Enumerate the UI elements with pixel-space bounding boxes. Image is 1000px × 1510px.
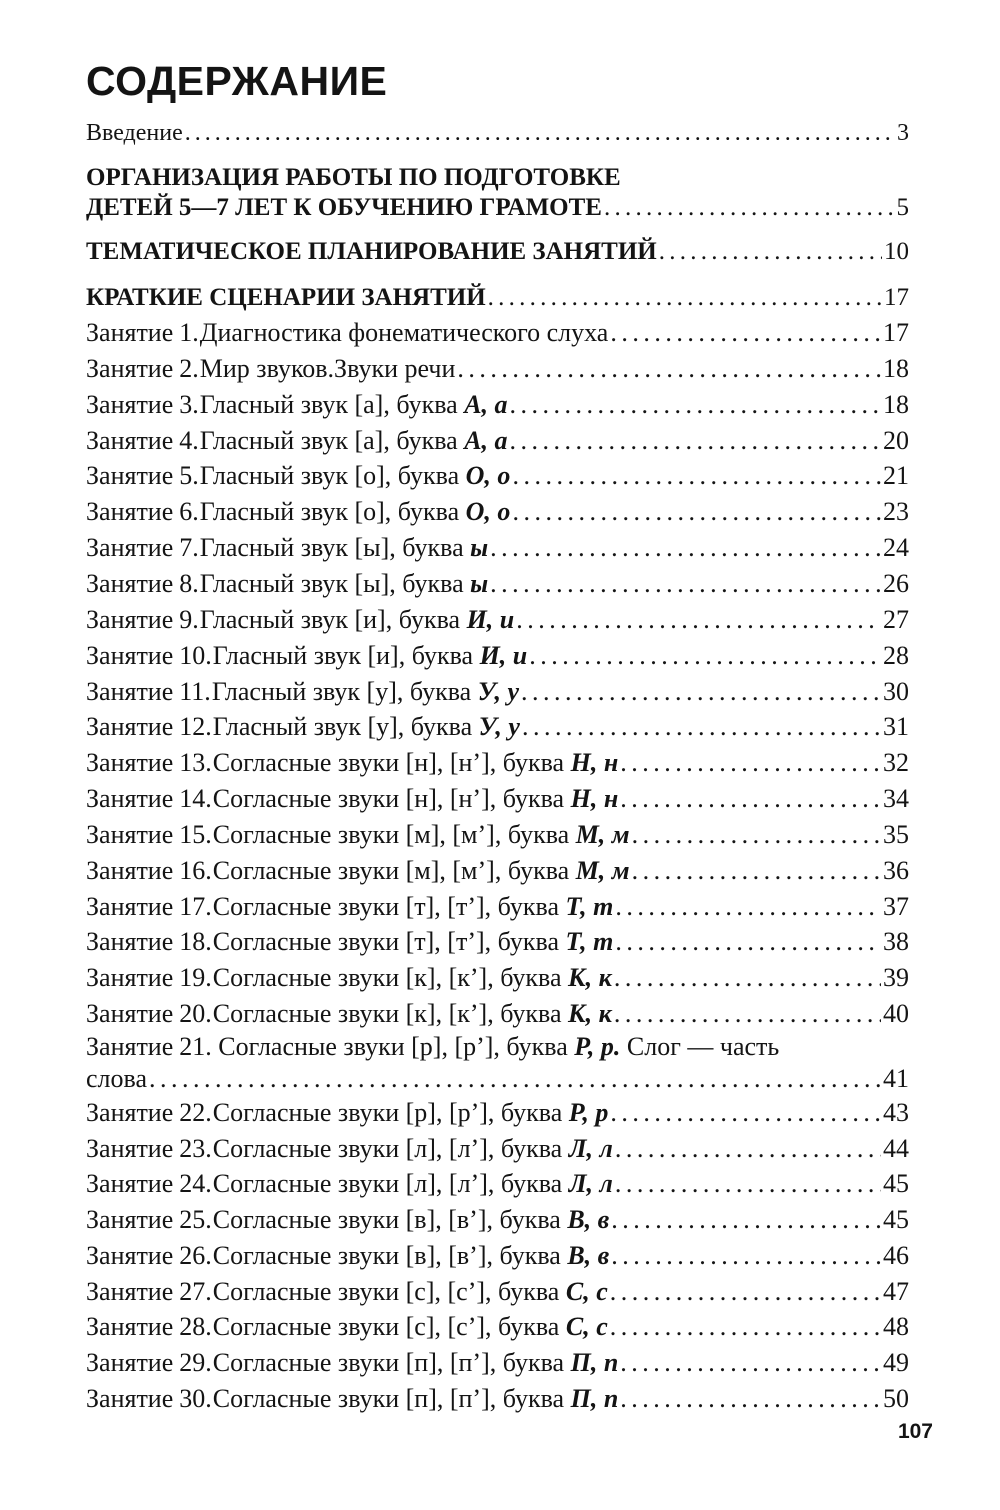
lesson-label: Занятие bbox=[86, 1169, 174, 1199]
leader-dots bbox=[659, 238, 882, 266]
entry-page: 5 bbox=[896, 194, 909, 221]
lesson-title: Гласный звук [и], буква bbox=[199, 604, 461, 634]
lesson-label: Занятие bbox=[86, 425, 174, 455]
leader-dots bbox=[632, 820, 881, 850]
lesson-number: 10. bbox=[179, 640, 212, 670]
toc-lesson-item[interactable] bbox=[86, 892, 909, 922]
lesson-letters: ы bbox=[470, 568, 489, 598]
entry-page: 37 bbox=[883, 891, 909, 921]
leader-dots bbox=[620, 1348, 881, 1378]
lesson-title: Согласные звуки [м], [м’], буква bbox=[212, 819, 570, 849]
lesson-number: 26. bbox=[179, 1240, 212, 1270]
lesson-label: Занятие bbox=[86, 461, 174, 491]
lesson-label: Занятие bbox=[86, 927, 174, 957]
entry-page: 38 bbox=[883, 927, 909, 957]
lesson-number: 23. bbox=[179, 1133, 212, 1163]
lesson-title: Гласный звук [и], буква bbox=[212, 640, 474, 670]
lesson-label: Занятие bbox=[86, 640, 174, 670]
lesson-number: 15. bbox=[179, 819, 212, 849]
lesson-number: 11. bbox=[179, 676, 211, 706]
leader-dots bbox=[516, 605, 881, 635]
lesson-title: Диагностика фонематического слуха bbox=[199, 318, 609, 347]
entry-page: 45 bbox=[883, 1169, 909, 1199]
lesson-title: Гласный звук [а], буква bbox=[199, 425, 458, 455]
entry-page: 50 bbox=[883, 1383, 909, 1413]
lesson-number: 24. bbox=[179, 1169, 212, 1199]
entry-page: 36 bbox=[883, 855, 909, 885]
leader-dots bbox=[614, 963, 881, 993]
lesson-title: Согласные звуки [п], [п’], буква bbox=[212, 1347, 565, 1377]
leader-dots bbox=[632, 856, 881, 886]
section-title-line1: ОРГАНИЗАЦИЯ РАБОТЫ ПО ПОДГОТОВКЕ bbox=[86, 164, 621, 191]
leader-dots bbox=[611, 1205, 881, 1235]
lesson-title: Гласный звук [а], буква bbox=[199, 389, 458, 419]
lesson-number: 7. bbox=[179, 533, 199, 563]
leader-dots bbox=[522, 712, 881, 742]
lesson-number: 3. bbox=[179, 389, 199, 419]
lesson-title: Согласные звуки [п], [п’], буква bbox=[212, 1383, 565, 1413]
leader-dots bbox=[490, 533, 881, 563]
lesson-letters: К, к bbox=[568, 963, 612, 993]
entry-page: 27 bbox=[883, 604, 909, 634]
lesson-title: Согласные звуки [л], [л’], буква bbox=[212, 1169, 563, 1199]
lesson-letters: У, у bbox=[478, 712, 520, 742]
lesson-letters: А, а bbox=[464, 425, 508, 455]
lesson-letters: Л, л bbox=[568, 1169, 613, 1199]
lesson-label: Занятие bbox=[86, 855, 174, 885]
lesson-letters: А, а bbox=[464, 389, 508, 419]
toc-section-organization[interactable] bbox=[86, 194, 909, 222]
entry-page: 28 bbox=[883, 640, 909, 670]
leader-dots bbox=[610, 318, 881, 348]
entry-page: 34 bbox=[883, 784, 909, 814]
toc-lesson-item[interactable] bbox=[86, 1205, 909, 1235]
lesson-letters: Н, н bbox=[570, 784, 619, 814]
entry-page: 10 bbox=[884, 238, 909, 265]
toc-lesson-item[interactable] bbox=[86, 1134, 909, 1164]
lesson-label: Занятие bbox=[86, 1240, 174, 1270]
lesson-letters: М, м bbox=[575, 819, 630, 849]
lesson-number: 29. bbox=[179, 1347, 212, 1377]
lesson-title: Гласный звук [о], буква bbox=[199, 461, 460, 491]
entry-page: 23 bbox=[883, 497, 909, 527]
toc-lesson-item[interactable] bbox=[86, 927, 909, 957]
entry-page: 26 bbox=[883, 568, 909, 598]
leader-dots bbox=[457, 354, 881, 384]
lesson-letters: И, и bbox=[466, 604, 515, 634]
leader-dots bbox=[529, 641, 881, 671]
lesson-number: 22. bbox=[179, 1098, 212, 1127]
lesson-number: 25. bbox=[179, 1205, 212, 1235]
leader-dots bbox=[620, 784, 881, 814]
lesson-label: Занятие bbox=[86, 318, 174, 347]
lesson-label: Занятие bbox=[86, 1133, 174, 1163]
leader-dots bbox=[610, 1277, 881, 1307]
lesson-title: Согласные звуки [в], [в’], буква bbox=[212, 1240, 561, 1270]
lesson-label: Занятие bbox=[86, 1347, 174, 1377]
toc-lesson-item[interactable] bbox=[86, 999, 909, 1029]
lesson-label: Занятие bbox=[86, 784, 174, 814]
lesson-letters: С, с bbox=[565, 1312, 608, 1342]
lesson-title-line2: слова bbox=[86, 1064, 147, 1093]
toc-lesson-item[interactable] bbox=[86, 426, 909, 456]
toc-lesson-item[interactable] bbox=[86, 569, 909, 599]
toc-lesson-item[interactable] bbox=[86, 1384, 909, 1414]
lesson-letters: П, п bbox=[570, 1347, 619, 1377]
toc-lesson-item[interactable] bbox=[86, 641, 909, 671]
page-title: СОДЕРЖАНИЕ bbox=[86, 58, 388, 104]
lesson-title: Мир звуков.Звуки речи bbox=[199, 353, 456, 383]
lesson-number: 16. bbox=[179, 855, 212, 885]
lesson-letters: Р, р bbox=[568, 1098, 609, 1127]
lesson-label: Занятие bbox=[86, 676, 174, 706]
lesson-label: Занятие bbox=[86, 1098, 174, 1127]
lesson-label: Занятие bbox=[86, 1032, 174, 1061]
lesson-title: Согласные звуки [т], [т’], буква bbox=[212, 891, 559, 921]
leader-dots bbox=[521, 677, 881, 707]
lesson-title: Согласные звуки [р], [р’], буква bbox=[218, 1032, 568, 1061]
lesson-number: 1. bbox=[179, 318, 199, 347]
lesson-title: Согласные звуки [н], [н’], буква bbox=[212, 784, 565, 814]
toc-lesson-item[interactable] bbox=[86, 1169, 909, 1199]
toc-lesson-item[interactable] bbox=[86, 748, 909, 778]
entry-page: 31 bbox=[883, 712, 909, 742]
lesson-letters: О, о bbox=[465, 497, 511, 527]
lesson-label: Занятие bbox=[86, 1312, 174, 1342]
leader-dots bbox=[488, 284, 882, 312]
lesson-title: Гласный звук [ы], буква bbox=[199, 568, 464, 598]
lesson-label: Занятие bbox=[86, 533, 174, 563]
leader-dots bbox=[490, 569, 881, 599]
toc-lesson-item[interactable] bbox=[86, 856, 909, 886]
toc-lesson-item[interactable] bbox=[86, 712, 909, 742]
toc-lesson-item[interactable] bbox=[86, 1098, 909, 1128]
lesson-number: 18. bbox=[179, 927, 212, 957]
toc-lesson-item[interactable] bbox=[86, 1277, 909, 1307]
entry-page: 17 bbox=[884, 284, 909, 311]
lesson-letters: ы bbox=[470, 533, 489, 563]
lesson-title: Согласные звуки [р], [р’], буква bbox=[212, 1098, 563, 1127]
lesson-number: 8. bbox=[179, 568, 199, 598]
lesson-title: Согласные звуки [с], [с’], буква bbox=[212, 1276, 560, 1306]
lesson-label: Занятие bbox=[86, 999, 174, 1029]
lesson-title: Согласные звуки [л], [л’], буква bbox=[212, 1133, 563, 1163]
lesson-title: Согласные звуки [в], [в’], буква bbox=[212, 1205, 561, 1235]
toc-lesson-item[interactable] bbox=[86, 784, 909, 814]
lesson-number: 13. bbox=[179, 748, 212, 778]
leader-dots bbox=[512, 461, 881, 491]
lesson-letters: Р, р. bbox=[574, 1032, 621, 1061]
entry-page: 21 bbox=[883, 461, 909, 491]
lesson-label: Занятие bbox=[86, 1383, 174, 1413]
leader-dots bbox=[610, 1098, 881, 1128]
lesson-title: Согласные звуки [к], [к’], буква bbox=[212, 963, 562, 993]
lesson-label: Занятие bbox=[86, 1205, 174, 1235]
leader-dots bbox=[185, 120, 895, 147]
lesson-letters: О, о bbox=[465, 461, 511, 491]
entry-page: 18 bbox=[883, 353, 909, 383]
toc-section-planning[interactable] bbox=[86, 238, 909, 266]
lesson-title: Гласный звук [ы], буква bbox=[199, 533, 464, 563]
entry-page: 20 bbox=[883, 425, 909, 455]
entry-page: 49 bbox=[883, 1347, 909, 1377]
lesson-letters: Л, л bbox=[568, 1133, 613, 1163]
lesson-label: Занятие bbox=[86, 891, 174, 921]
toc-lesson-item[interactable] bbox=[86, 390, 909, 420]
lesson-label: Занятие bbox=[86, 819, 174, 849]
leader-dots bbox=[512, 497, 881, 527]
lesson-letters: У, у bbox=[477, 676, 520, 706]
leader-dots bbox=[615, 1134, 881, 1164]
entry-title: ДЕТЕЙ 5—7 ЛЕТ К ОБУЧЕНИЮ ГРАМОТЕ bbox=[86, 194, 602, 221]
lesson-number: 6. bbox=[179, 497, 199, 527]
lesson-title: Согласные звуки [с], [с’], буква bbox=[212, 1312, 560, 1342]
lesson-number: 9. bbox=[179, 604, 199, 634]
leader-dots bbox=[611, 1241, 881, 1271]
lesson-title: Согласные звуки [к], [к’], буква bbox=[212, 999, 562, 1029]
entry-page: 41 bbox=[883, 1064, 909, 1093]
lesson-letters: В, в bbox=[567, 1240, 610, 1270]
lesson-label: Занятие bbox=[86, 712, 174, 742]
lesson-letters: С, с bbox=[565, 1276, 608, 1306]
toc-lesson-item[interactable] bbox=[86, 461, 909, 491]
entry-page: 46 bbox=[883, 1240, 909, 1270]
toc-lesson-item[interactable] bbox=[86, 963, 909, 993]
toc-lesson-item[interactable] bbox=[86, 1312, 909, 1342]
page-number: 107 bbox=[897, 1420, 933, 1443]
toc-lesson-item[interactable] bbox=[86, 318, 909, 348]
lesson-number: 21. bbox=[179, 1032, 212, 1061]
lesson-number: 27. bbox=[179, 1276, 212, 1306]
lesson-number: 20. bbox=[179, 999, 212, 1029]
lesson-number: 2. bbox=[179, 353, 199, 383]
lesson-letters: И, и bbox=[479, 640, 528, 670]
entry-page: 39 bbox=[883, 963, 909, 993]
entry-page: 40 bbox=[883, 999, 909, 1029]
lesson-title: Гласный звук [у], буква bbox=[212, 712, 473, 742]
lesson-number: 12. bbox=[179, 712, 212, 742]
entry-page: 35 bbox=[883, 819, 909, 849]
entry-page: 18 bbox=[883, 389, 909, 419]
lesson-number: 30. bbox=[179, 1383, 212, 1413]
toc-lesson-item[interactable] bbox=[86, 605, 909, 635]
leader-dots bbox=[620, 1384, 881, 1414]
lesson-letters: К, к bbox=[568, 999, 612, 1029]
entry-page: 24 bbox=[883, 533, 909, 563]
leader-dots bbox=[604, 194, 895, 222]
toc-lesson-21-line2[interactable] bbox=[86, 1064, 909, 1094]
toc-section-scenarios[interactable] bbox=[86, 284, 909, 312]
toc-lesson-item[interactable] bbox=[86, 533, 909, 563]
leader-dots bbox=[615, 927, 881, 957]
lesson-letters: Т, т bbox=[565, 891, 614, 921]
toc-lesson-21[interactable] bbox=[86, 1032, 909, 1062]
lesson-number: 14. bbox=[179, 784, 212, 814]
toc-lesson-item[interactable] bbox=[86, 354, 909, 384]
lesson-number: 17. bbox=[179, 891, 212, 921]
lesson-letters: Т, т bbox=[565, 927, 614, 957]
entry-title: ТЕМАТИЧЕСКОЕ ПЛАНИРОВАНИЕ ЗАНЯТИЙ bbox=[86, 238, 657, 265]
lesson-label: Занятие bbox=[86, 1276, 174, 1306]
leader-dots bbox=[510, 426, 881, 456]
toc-lesson-item[interactable] bbox=[86, 1241, 909, 1271]
toc-lesson-item[interactable] bbox=[86, 820, 909, 850]
entry-title: Введение bbox=[86, 120, 183, 146]
leader-dots bbox=[615, 1169, 881, 1199]
lesson-letters: В, в bbox=[567, 1205, 610, 1235]
entry-page: 3 bbox=[897, 120, 909, 146]
lesson-label: Занятие bbox=[86, 389, 174, 419]
leader-dots bbox=[149, 1064, 881, 1094]
lesson-label: Занятие bbox=[86, 963, 174, 993]
lesson-letters: Н, н bbox=[570, 748, 619, 778]
entry-page: 32 bbox=[883, 748, 909, 778]
toc-lesson-item[interactable] bbox=[86, 497, 909, 527]
lesson-letters: П, п bbox=[570, 1383, 619, 1413]
lesson-number: 4. bbox=[179, 425, 199, 455]
entry-page: 47 bbox=[883, 1276, 909, 1306]
lesson-title: Гласный звук [о], буква bbox=[199, 497, 460, 527]
leader-dots bbox=[610, 1312, 881, 1342]
lesson-number: 28. bbox=[179, 1312, 212, 1342]
leader-dots bbox=[510, 390, 881, 420]
toc-lesson-item[interactable] bbox=[86, 1348, 909, 1378]
lesson-title: Гласный звук [у], буква bbox=[211, 676, 472, 706]
entry-page: 17 bbox=[883, 318, 909, 347]
lesson-label: Занятие bbox=[86, 568, 174, 598]
entry-page: 48 bbox=[883, 1312, 909, 1342]
toc-entry-intro[interactable] bbox=[86, 120, 909, 147]
entry-page: 43 bbox=[883, 1098, 909, 1127]
lesson-title-tail: Слог — часть bbox=[626, 1032, 780, 1061]
lesson-letters: М, м bbox=[575, 855, 630, 885]
lesson-label: Занятие bbox=[86, 604, 174, 634]
lesson-number: 19. bbox=[179, 963, 212, 993]
entry-page: 45 bbox=[883, 1205, 909, 1235]
lesson-label: Занятие bbox=[86, 748, 174, 778]
lesson-label: Занятие bbox=[86, 497, 174, 527]
lesson-title: Согласные звуки [т], [т’], буква bbox=[212, 927, 559, 957]
leader-dots bbox=[614, 999, 881, 1029]
leader-dots bbox=[615, 892, 881, 922]
entry-page: 44 bbox=[883, 1133, 909, 1163]
entry-title: КРАТКИЕ СЦЕНАРИИ ЗАНЯТИЙ bbox=[86, 284, 486, 311]
lesson-label: Занятие bbox=[86, 353, 174, 383]
lesson-title: Согласные звуки [м], [м’], буква bbox=[212, 855, 570, 885]
entry-page: 30 bbox=[883, 676, 909, 706]
toc-lesson-item[interactable] bbox=[86, 677, 909, 707]
lesson-number: 5. bbox=[179, 461, 199, 491]
lesson-title: Согласные звуки [н], [н’], буква bbox=[212, 748, 565, 778]
leader-dots bbox=[620, 748, 881, 778]
